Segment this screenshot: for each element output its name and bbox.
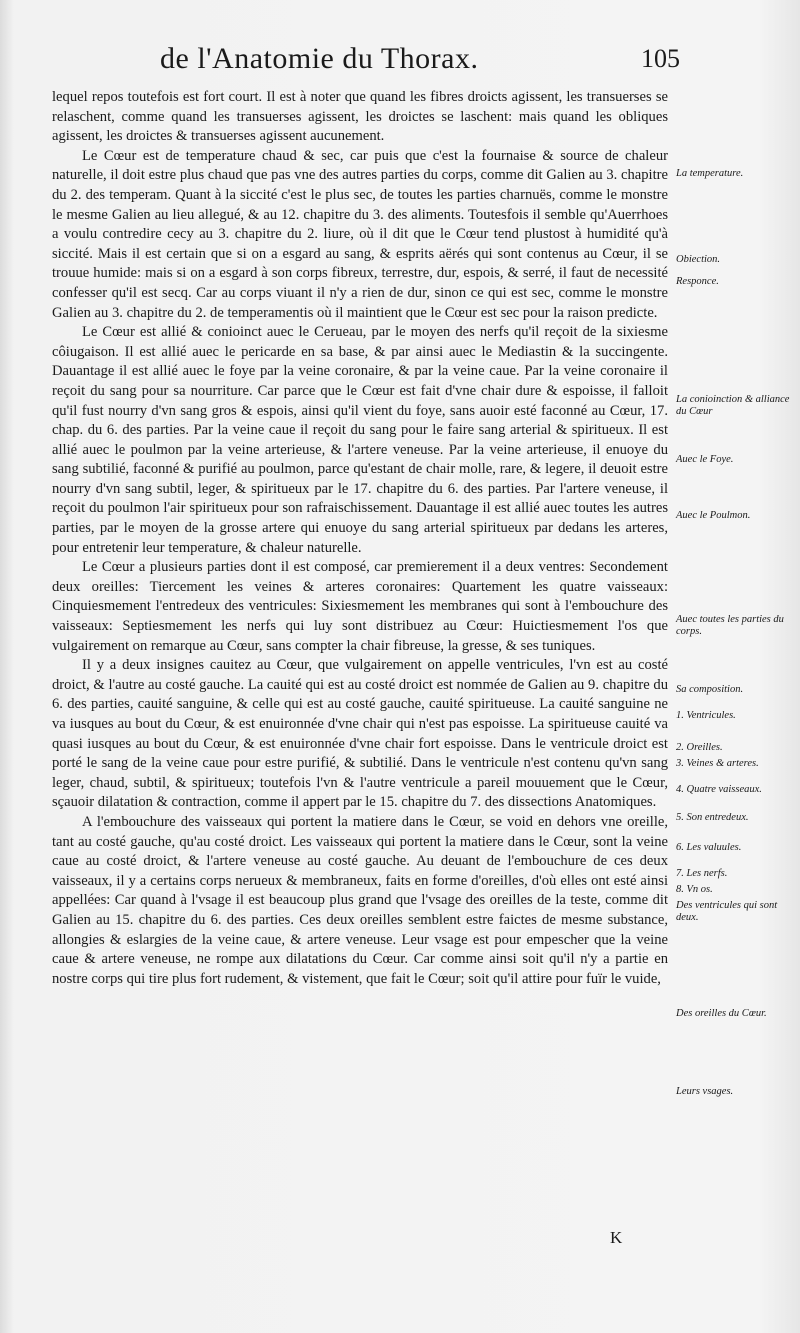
margin-note: 8. Vn os.	[676, 884, 713, 895]
margin-note: Responce.	[676, 276, 719, 287]
margin-note: Auec toutes les parties du corps.	[676, 614, 784, 637]
margin-note: La conioinction & alliance du Cœur	[676, 394, 790, 417]
paragraph: A l'embouchure des vaisseaux qui portent la matiere dans le Cœur, se void en dehors vne oreille, tant au costé gauche, qu'au costé droict. Les vaisseaux qui portent la matiere dans le Cœur, sont la veine caue au costé droict, & l'artere veneuse au costé gauche. Au deuant de l'embouchure de ces deux vaisseaux, il y a certains corps nerueux & membraneux, faits en forme d'oreilles, d'où elles ont esté ainsi appellées: Car quand à l'vsage il est beaucoup plus grand que l'vsage des oreilles de la teste, comme dit Galien au 15. chapitre du 6. des parties. Ces deux oreilles semblent estre faictes de mesme substance, allongies & eslargies de la veine caue, & artere veneuse. Leur vsage est pour empescher que la veine caue & artere veneuse, ne rompe aux dilatations du Cœur. Car comme ainsi soit qu'il n'y a partie en nostre corps qui tire plus fort rudement, & vistement, que fait le Cœur; soit qu'il attire pour fuïr le vuide,	[52, 813, 668, 987]
margin-note: 3. Veines & arteres.	[676, 758, 759, 769]
margin-note: Obiection.	[676, 254, 721, 265]
margin-note: Des ventricules qui sont deux.	[676, 900, 778, 923]
margin-note: 6. Les valuules.	[676, 842, 742, 853]
margin-note: Leurs vsages.	[676, 1086, 734, 1097]
running-title: de l'Anatomie du Thorax.	[160, 42, 479, 75]
margin-note: Auec le Foye.	[676, 454, 734, 465]
paragraph: Le Cœur a plusieurs parties dont il est composé, car premierement il a deux ventres: Secondement deux oreilles: Tiercement les veines & arteres coronaires: Quartement les quatre vaisseaux: Cinquiesmement l'entredeux des ventricules: Sixiesmement les membranes qui sont à l'embouchure des vaisseaux: Septiesmement les nerfs qui luy sont distribuez au Cœur: Huictiesmement l'os que vulgairement on remarque au Cœur, sans compter la chair fibreuse, la gresse, & ses tuniques.	[52, 559, 668, 654]
body-text	[52, 88, 668, 989]
signature-mark: K	[610, 1228, 623, 1247]
margin-note: Sa composition.	[676, 684, 744, 695]
margin-note: Des oreilles du Cœur.	[676, 1008, 767, 1019]
margin-note: La temperature.	[676, 168, 744, 179]
paragraph: Il y a deux insignes cauitez au Cœur, que vulgairement on appelle ventricules, l'vn est au costé droict, & l'autre au costé gauche. La cauité qui est au costé droict est nommée de Galien au 9. chapitre du 6. des parties, cauité sanguine, & celle qui est au costé gauche, cauité spiritueuse. La cauité sanguine ne va iusques au bout du Cœur, & est enuironnée d'vne chair qui n'est pas espoisse. La spiritueuse cauité va quasi iusques au bout du Cœur, & est enuironnée d'vne chair fort espoisse. Dans le ventricule droict est porté le sang de la veine caue pour estre purifié, & subtilié. Dans le ventricule n'est contenu qu'vn sang leger, chaud, subtil, & spiritueux; toutefois l'vn & l'autre ventricule a pareil mouuement que le Cœur, sçauoir dilatation & contraction, comme il appert par le 15. chapitre du 7. des dissections Anatomiques.	[52, 657, 668, 811]
paragraph: lequel repos toutefois est fort court. Il est à noter que quand les fibres droicts agissent, les transuerses se relaschent, comme quand les transuerses agissent, les droictes se laschent: mais quand les obliques agissent, les droictes & transuerses agissent aucunement.	[52, 89, 668, 145]
margin-note: 2. Oreilles.	[676, 742, 723, 753]
margin-note: 4. Quatre vaisseaux.	[676, 784, 762, 795]
margin-note: 7. Les nerfs.	[676, 868, 728, 879]
margin-note: Auec le Poulmon.	[676, 510, 751, 521]
running-head	[160, 42, 680, 86]
page-number: 105	[641, 44, 680, 73]
margin-note: 5. Son entredeux.	[676, 812, 749, 823]
margin-notes	[676, 0, 798, 1333]
paragraph: Le Cœur est allié & conioinct auec le Cerueau, par le moyen des nerfs qu'il reçoit de la sixiesme côiugaison. Il est allié auec le pericarde en sa base, & par ainsi auec le Mediastin & la succingente. Dauantage il est allié auec le foye par la veine coronaire, & par la veine caue. Par la veine coronaire il reçoit du sang pour sa nourriture. Car parce que le Cœur est fait d'vne chair dure & espoisse, il falloit qu'il fust nourry d'vn sang gros & espois, ainsi qu'il vient du foye, sans auoir esté faconné au Cœur, 17. chap. du 6. des parties. Par la veine caue il reçoit du sang pour le faire sang arterial & spiritueux. Il est allié auec le poulmon par la veine arterieuse, & l'artere veneuse. Par la veine arterieuse, il enuoye du sang subtilié, faconné & purifié au poulmon, parce qu'estant de chair molle, rare, & legere, il deuoit estre nourry d'vn sang subtil, leger, & spiritueux par le 17. chapitre du 6. des parties. Par l'artere veneuse, il reçoit du poulmon l'air spiritueux pour son rafraischissement. Dauantage il est allié auec toutes les autres parties, par le moyen de la grosse artere qui enuoye du sang arterial spiritueux par dedans les arteres, pour entretenir leur temperature, & chaleur naturelle.	[52, 324, 668, 556]
margin-note: 1. Ventricules.	[676, 710, 736, 721]
paragraph: Le Cœur est de temperature chaud & sec, car puis que c'est la fournaise & source de chaleur naturelle, il doit estre plus chaud que pas vne des autres parties du corps, comme dit Galien au 3. chapitre du 2. des temperam. Quant à la siccité c'est le plus sec, de toutes les parties charnuës, comme le monstre le mesme Galien au lieu allegué, & au 12. chapitre du 3. des aliments. Toutesfois il semble qu'Auerrhoes a voulu contredire cecy au 3. chapitre du 2. liure, où il dit que le Cœur tend plustost à humidité qu'à siccité. Mais il est certain que si on a esgard au sang, & esprits aërés qui sont contenus au Cœur, il se trouue humide: mais si on a esgard à son corps fibreux, terrestre, dur, espois, & serré, il faut de necessité confesser qu'il est secq. Car au corps viuant il n'y a rien de dur, sinon ce qui est sec, comme le monstre Galien au 3. chapitre du 2. de temperamentis où il maintient que le Cœur est sec pour la raison predicte.	[52, 147, 668, 321]
